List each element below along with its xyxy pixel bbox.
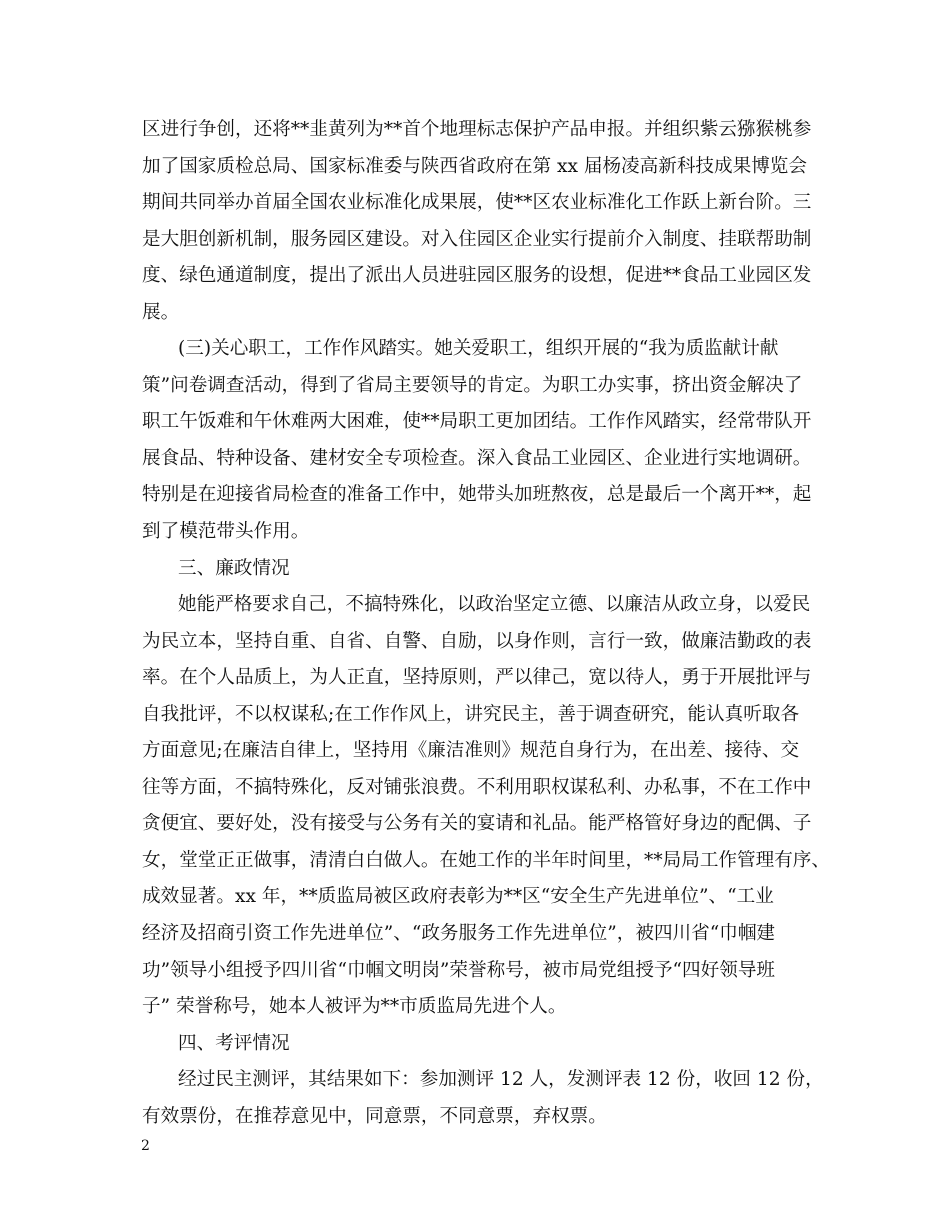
text-line: 展。 <box>142 301 180 323</box>
text-line: 功”领导小组授予四川省“巾帼文明岗”荣誉称号，被市局党组授予“四好领导班 <box>142 959 776 981</box>
text-line: 是大胆创新机制，服务园区建设。对入住园区企业实行提前介入制度、挂联帮助制 <box>142 228 812 250</box>
page-number: 2 <box>141 1138 150 1154</box>
paragraph-start: 经过民主测评，其结果如下：参加测评 12 人，发测评表 12 份，收回 12 份， <box>178 1069 824 1091</box>
section-paragraph-start: (三)关心职工，工作作风踏实。她关爱职工，组织开展的“我为质监献计献 <box>178 338 779 360</box>
text-line: 方面意见;在廉洁自律上，坚持用《廉洁准则》规范自身行为，在出差、接待、交 <box>142 740 800 762</box>
text-line: 经济及招商引资工作先进单位”、“政务服务工作先进单位”，被四川省“巾帼建 <box>142 923 776 945</box>
document-body <box>142 112 830 1135</box>
text-line: 加了国家质检总局、国家标准委与陕西省政府在第 xx 届杨凌高新科技成果博览会 <box>142 155 807 177</box>
paragraph-start: 她能严格要求自己，不搞特殊化，以政治坚定立德、以廉洁从政立身，以爱民 <box>178 594 811 616</box>
text-line: 区进行争创，还将**韭黄列为**首个地理标志保护产品申报。并组织紫云猕猴桃参 <box>142 119 812 140</box>
text-line: 度、绿色通道制度，提出了派出人员进驻园区服务的设想，促进**食品工业园区发 <box>142 265 812 287</box>
text-line: 贪便宜、要好处，没有接受与公务有关的宴请和礼品。能严格管好身边的配偶、子 <box>142 813 812 835</box>
text-line: 展食品、特种设备、建材安全专项检查。深入食品工业园区、企业进行实地调研。 <box>142 447 812 469</box>
text-line: 为民立本，坚持自重、自省、自警、自励，以身作则，言行一致，做廉洁勤政的表 <box>142 630 812 652</box>
text-line: 率。在个人品质上，为人正直，坚持原则，严以律己，宽以待人，勇于开展批评与 <box>142 667 812 689</box>
text-line: 特别是在迎接省局检查的准备工作中，她带头加班熬夜，总是最后一个离开**，起 <box>142 484 812 506</box>
section-heading: 三、廉政情况 <box>178 557 290 579</box>
text-line: 成效显著。xx 年，**质监局被区政府表彰为**区“安全生产先进单位”、“工业 <box>142 886 774 908</box>
text-line: 往等方面，不搞特殊化，反对铺张浪费。不利用职权谋私利、办私事，不在工作中 <box>142 776 812 798</box>
text-line: 有效票份，在推荐意见中，同意票，不同意票，弃权票。 <box>142 1105 607 1127</box>
text-line: 期间共同举办首届全国农业标准化成果展，使**区农业标准化工作跃上新台阶。三 <box>142 192 812 214</box>
text-line: 女，堂堂正正做事，清清白白做人。在她工作的半年时间里，**局局工作管理有序、 <box>142 849 830 871</box>
text-line: 子” 荣誉称号，她本人被评为**市质监局先进个人。 <box>142 996 567 1018</box>
text-line: 职工午饭难和午休难两大困难，使**局职工更加团结。工作作风踏实，经常带队开 <box>142 411 812 433</box>
text-line: 自我批评，不以权谋私;在工作作风上，讲究民主，善于调查研究，能认真听取各 <box>142 703 800 725</box>
text-line: 策”问卷调查活动，得到了省局主要领导的肯定。为职工办实事，挤出资金解决了 <box>142 374 803 396</box>
text-line: 到了模范带头作用。 <box>142 521 310 543</box>
section-heading: 四、考评情况 <box>178 1032 290 1054</box>
